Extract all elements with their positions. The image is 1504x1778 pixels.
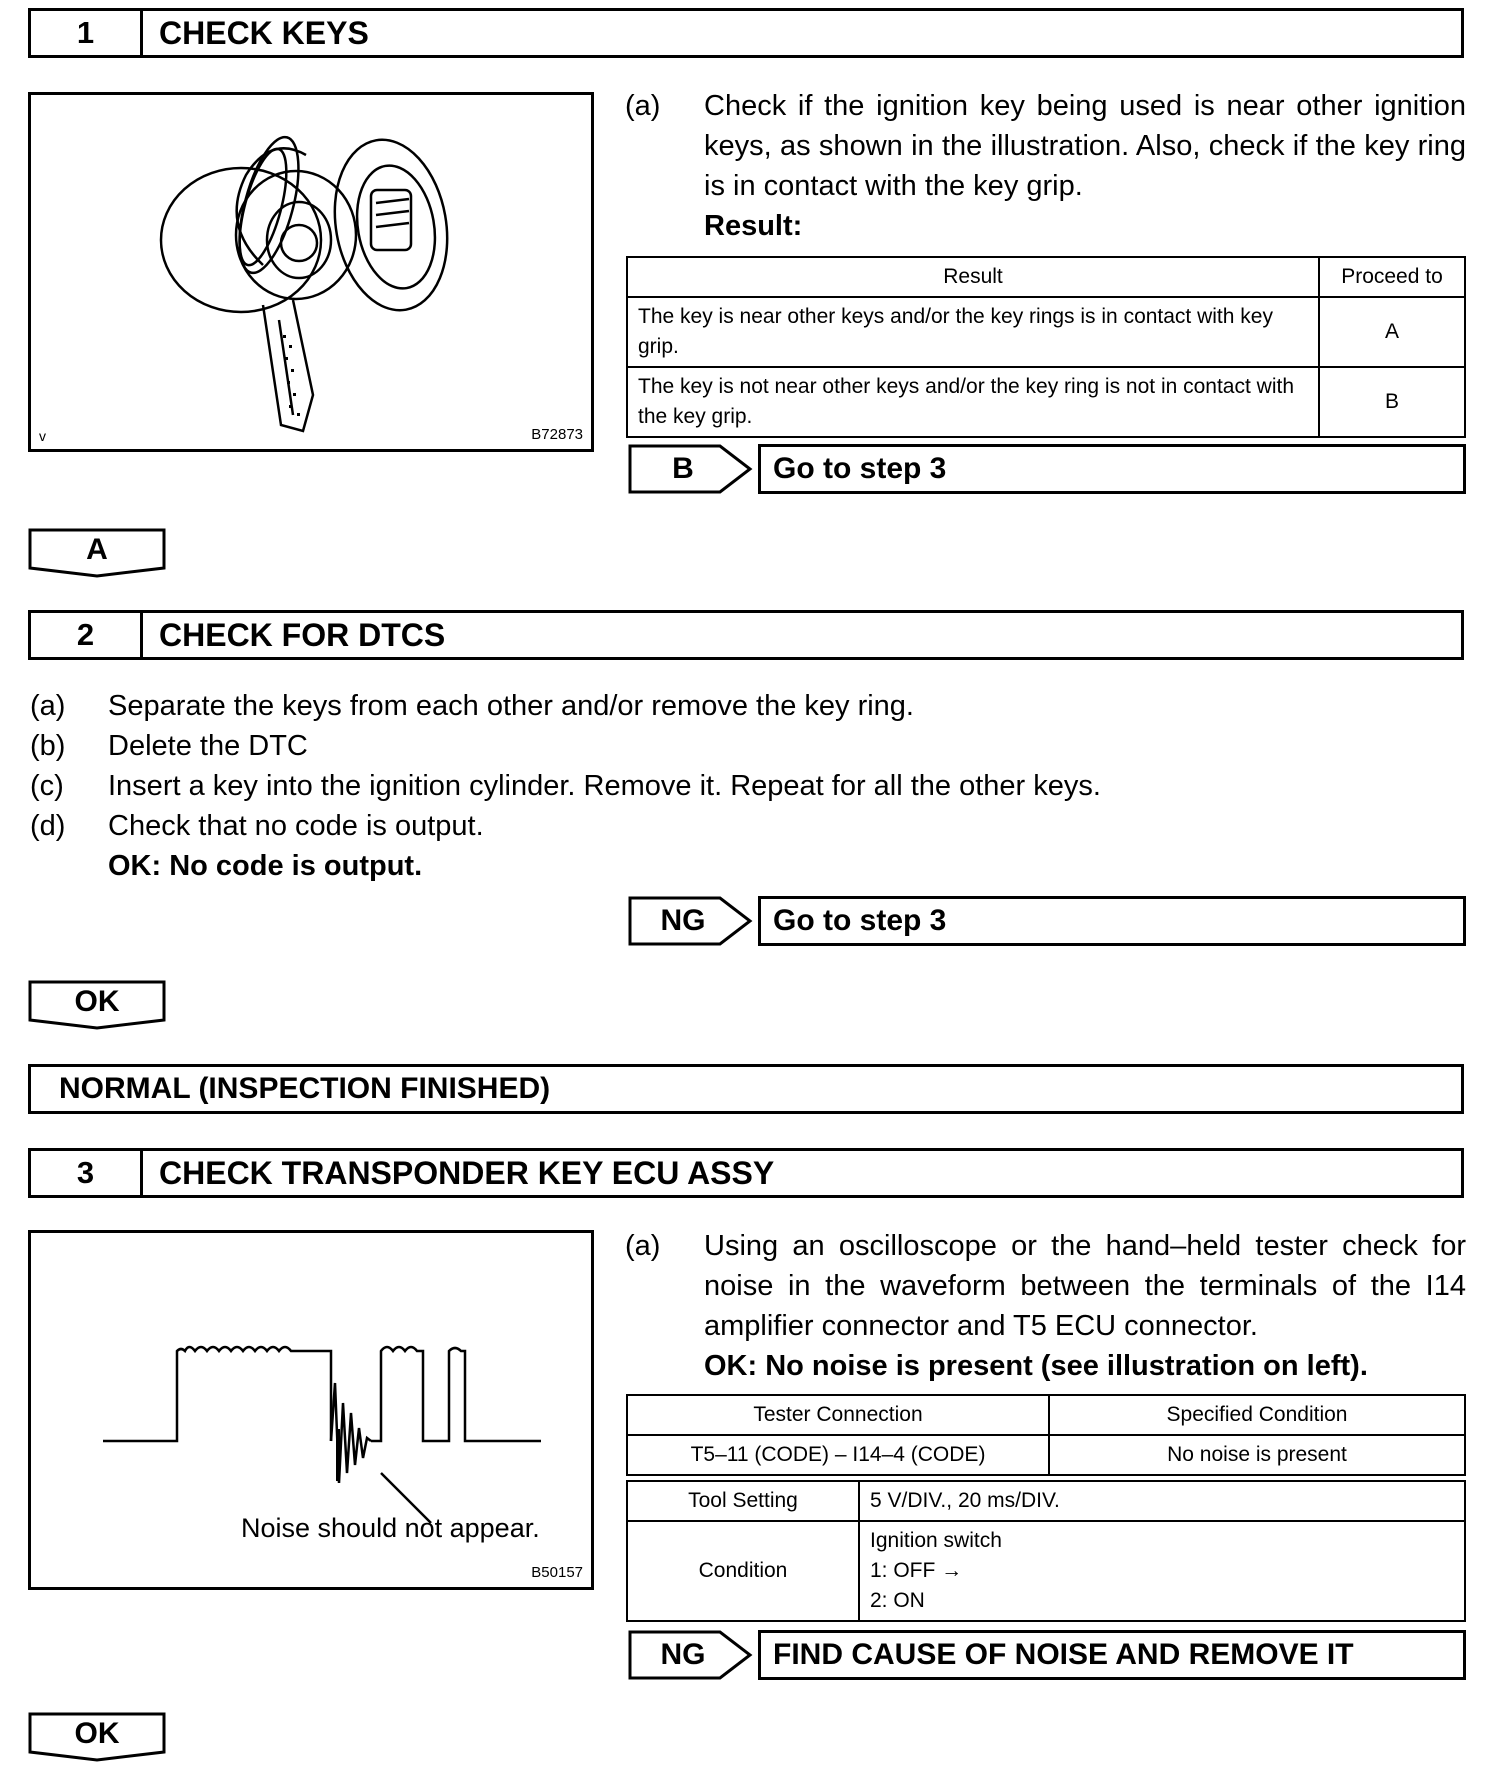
tool-setting-table — [626, 1480, 1466, 1622]
step-number: 1 — [31, 11, 143, 55]
figure-caption: Noise should not appear. — [241, 1513, 540, 1543]
table-row — [627, 297, 1465, 367]
table-cell: 5 V/DIV., 20 ms/DIV. — [859, 1481, 1465, 1521]
item-text: Insert a key into the ignition cylinder. Remove it. Repeat for all the other keys. — [108, 770, 1101, 802]
table-cell: The key is not near other keys and/or the key ring is not in contact with the key grip. — [627, 367, 1319, 437]
table-row — [627, 367, 1465, 437]
table-row — [627, 1481, 1465, 1521]
table-cell: No noise is present — [1049, 1435, 1465, 1475]
down-tab-a[interactable] — [28, 528, 166, 578]
figure-code: B50157 — [531, 1564, 583, 1581]
svg-text:v: v — [39, 428, 46, 444]
down-tab-ok[interactable] — [28, 1712, 166, 1762]
down-tab-label: OK — [74, 1717, 120, 1750]
table-row — [627, 1435, 1465, 1475]
item-label: (a) — [30, 690, 66, 722]
decision-label: B — [672, 452, 694, 485]
table-cell: A — [1319, 297, 1465, 367]
decision-target-text: Go to step 3 — [773, 904, 947, 937]
step-title: CHECK KEYS — [159, 15, 369, 51]
step-title: CHECK FOR DTCS — [159, 617, 446, 653]
step-number: 2 — [31, 613, 143, 657]
decision-label: NG — [660, 904, 706, 937]
condition-line: 2: ON — [870, 1589, 925, 1612]
down-tab-label: A — [86, 533, 108, 566]
result-table — [626, 256, 1466, 438]
ok-criteria: OK: No noise is present (see illustration on left). — [704, 1350, 1368, 1382]
table-cell: The key is near other keys and/or the key rings is in contact with key grip. — [627, 297, 1319, 367]
item-text: Check that no code is output. — [108, 810, 484, 842]
table-header: Proceed to — [1319, 257, 1465, 297]
down-tab-ok[interactable] — [28, 980, 166, 1030]
table-cell: Condition — [627, 1521, 859, 1621]
figure-code: B72873 — [531, 426, 583, 443]
item-text: Using an oscilloscope or the hand–held tester check for noise in the waveform between the terminals of the I14 amplifier connector and T5 ECU connector. — [704, 1230, 1466, 1342]
step-1-header — [28, 8, 1464, 58]
tester-connection-table — [626, 1394, 1466, 1476]
ok-criteria: OK: No code is output. — [108, 850, 423, 882]
table-header-row — [627, 257, 1465, 297]
keys-drawing — [31, 95, 591, 449]
table-cell: B — [1319, 367, 1465, 437]
item-text: Delete the DTC — [108, 730, 308, 762]
down-tab-label: OK — [74, 985, 120, 1018]
decision-ng-go-to-step-3[interactable] — [628, 896, 1466, 946]
table-header: Specified Condition — [1049, 1395, 1465, 1435]
item-label: (d) — [30, 810, 66, 842]
normal-inspection-finished — [28, 1064, 1464, 1114]
table-header: Tester Connection — [627, 1395, 1049, 1435]
decision-target-text: FIND CAUSE OF NOISE AND REMOVE IT — [773, 1638, 1354, 1671]
condition-line: 1: OFF → — [870, 1559, 963, 1582]
step-number: 3 — [31, 1151, 143, 1195]
table-cell: T5–11 (CODE) – I14–4 (CODE) — [627, 1435, 1049, 1475]
key-illustration — [28, 92, 594, 452]
condition-line: Ignition switch — [870, 1529, 1002, 1552]
decision-target-text: Go to step 3 — [773, 452, 947, 485]
decision-b-go-to-step-3[interactable] — [628, 444, 1466, 494]
table-header: Result — [627, 257, 1319, 297]
result-label: Result: — [704, 210, 803, 242]
waveform-illustration — [28, 1230, 594, 1590]
item-label: (c) — [30, 770, 64, 802]
decision-label: NG — [660, 1638, 706, 1671]
table-cell — [859, 1521, 1465, 1621]
decision-target[interactable] — [758, 896, 1466, 946]
decision-target[interactable] — [758, 444, 1466, 494]
item-text: Separate the keys from each other and/or remove the key ring. — [108, 690, 914, 722]
item-label: (b) — [30, 730, 66, 762]
step-3-header — [28, 1148, 1464, 1198]
item-text: Check if the ignition key being used is near other ignition keys, as shown in the illustration. Also, check if the key ring is in contact with the key grip. — [704, 90, 1466, 202]
item-label: (a) — [625, 1230, 661, 1262]
decision-target[interactable] — [758, 1630, 1466, 1680]
decision-ng-find-cause[interactable] — [628, 1630, 1466, 1680]
table-header-row — [627, 1395, 1465, 1435]
table-row — [627, 1521, 1465, 1621]
item-label: (a) — [625, 90, 661, 122]
table-cell: Tool Setting — [627, 1481, 859, 1521]
normal-text: NORMAL (INSPECTION FINISHED) — [59, 1072, 551, 1105]
step-2-header — [28, 610, 1464, 660]
step-title: CHECK TRANSPONDER KEY ECU ASSY — [159, 1155, 775, 1191]
